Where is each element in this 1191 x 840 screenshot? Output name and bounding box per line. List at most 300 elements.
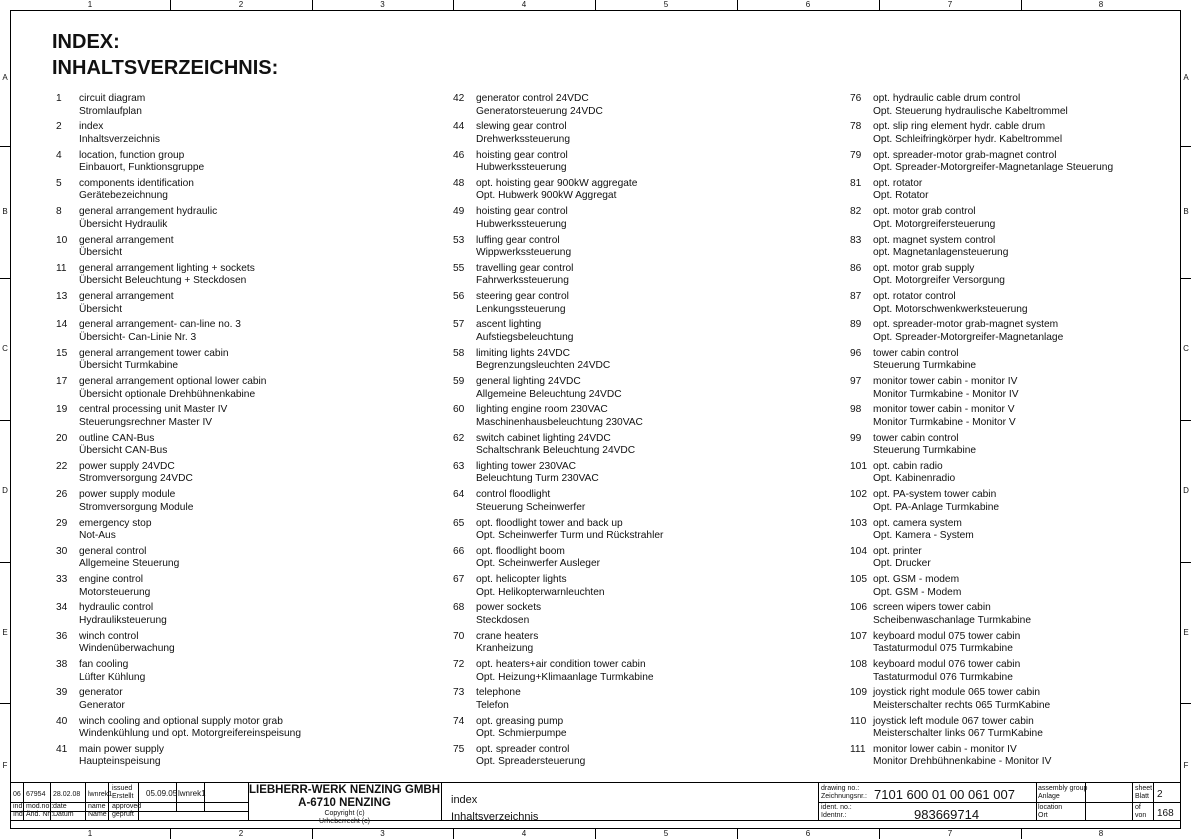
entry-title-de: Fahrwerkssteuerung bbox=[476, 275, 569, 287]
column-tick bbox=[595, 0, 596, 10]
entry-title-de: Meisterschalter links 067 TurmKabine bbox=[873, 728, 1043, 740]
location-label-en: location bbox=[1038, 804, 1063, 811]
entry-page-number: 62 bbox=[453, 432, 465, 444]
entry-title-en: location, function group bbox=[79, 149, 185, 161]
entry-page-number: 111 bbox=[850, 743, 866, 755]
entry-title-en: opt. magnet system control bbox=[873, 234, 996, 246]
entry-title-de: Steckdosen bbox=[476, 614, 530, 626]
entry-title-en: opt. spreader control bbox=[476, 743, 570, 755]
entry-title-en: general arrangement lighting + sockets bbox=[79, 262, 255, 274]
column-number-top: 6 bbox=[805, 0, 811, 9]
entry-title-de: Allgemeine Beleuchtung 24VDC bbox=[476, 388, 622, 400]
entry-title-en: components identification bbox=[79, 177, 194, 189]
entry-title-de: opt. Magnetanlagensteuerung bbox=[873, 247, 1009, 258]
entry-title-de: Steuerung Turmkabine bbox=[873, 445, 977, 457]
entry-title-de: Opt. Rotator bbox=[873, 190, 929, 202]
column-tick bbox=[595, 829, 596, 839]
entry-title-en: opt. helicopter lights bbox=[476, 574, 567, 586]
column-number-bottom: 1 bbox=[87, 829, 93, 838]
row-tick bbox=[1181, 278, 1191, 279]
entry-title-de: Begrenzungsleuchten 24VDC bbox=[476, 360, 611, 372]
date-label-de: Datum bbox=[53, 811, 74, 818]
entry-title-de: Monitor Turmkabine - Monitor V bbox=[873, 416, 1016, 428]
entry-title-de: Opt. GSM - Modem bbox=[873, 586, 962, 598]
row-letter-right: B bbox=[1183, 207, 1189, 216]
entry-title-en: general control bbox=[79, 545, 147, 557]
column-tick bbox=[312, 829, 313, 839]
entry-page-number: 66 bbox=[453, 545, 465, 557]
entry-page-number: 83 bbox=[850, 234, 862, 246]
entry-title-de: Telefon bbox=[476, 699, 509, 711]
entry-page-number: 1 bbox=[56, 93, 62, 104]
entry-title-de: Opt. Drucker bbox=[873, 558, 931, 570]
of-label-de: von bbox=[1135, 812, 1147, 819]
row-letter-left: F bbox=[2, 761, 8, 770]
document-title-en: index bbox=[451, 794, 478, 806]
row-letter-right: F bbox=[1183, 761, 1189, 770]
company-city: A-6710 NENZING bbox=[298, 797, 391, 809]
entry-title-en: power sockets bbox=[476, 602, 542, 614]
entry-page-number: 75 bbox=[453, 743, 465, 755]
entry-title-de: Opt. Scheinwerfer Ausleger bbox=[476, 558, 601, 570]
issued-name: lwnrek1 bbox=[178, 789, 206, 798]
entry-title-en: general arrangement bbox=[79, 291, 174, 303]
entry-title-en: screen wipers tower cabin bbox=[873, 602, 991, 614]
entry-title-de: Kranheizung bbox=[476, 643, 534, 655]
entry-page-number: 74 bbox=[453, 715, 465, 727]
entry-title-de: Generator bbox=[79, 699, 125, 711]
name-label-de: Name bbox=[88, 811, 107, 818]
entry-title-de: Motorsteuerung bbox=[79, 586, 151, 598]
entry-title-de: Opt. Motorgreifersteuerung bbox=[873, 218, 996, 230]
entry-title-de: Steuerung Scheinwerfer bbox=[476, 501, 586, 513]
entry-page-number: 106 bbox=[850, 602, 867, 614]
entry-title-de: Opt. Spreader-Motorgreifer-Magnetanlage bbox=[873, 331, 1064, 343]
entry-title-en: generator bbox=[79, 687, 123, 699]
entry-title-de: Stromlaufplan bbox=[79, 105, 142, 117]
entry-page-number: 103 bbox=[850, 517, 867, 529]
entry-title-en: limiting lights 24VDC bbox=[476, 347, 570, 359]
entry-title-de: Übersicht CAN-Bus bbox=[79, 445, 168, 457]
entry-page-number: 44 bbox=[453, 121, 465, 133]
entry-page-number: 58 bbox=[453, 347, 465, 359]
entry-title-en: monitor tower cabin - monitor V bbox=[873, 404, 1015, 416]
ind-label-en: ind: bbox=[13, 803, 25, 810]
sheet-number: 2 bbox=[1157, 789, 1163, 800]
column-tick bbox=[170, 829, 171, 839]
entry-title-en: hoisting gear control bbox=[476, 206, 568, 218]
entry-title-de: Übersicht bbox=[79, 247, 123, 258]
column-tick bbox=[879, 0, 880, 10]
entry-page-number: 73 bbox=[453, 687, 465, 699]
entry-page-number: 40 bbox=[56, 715, 68, 727]
location-label-de: Ort bbox=[1038, 812, 1048, 819]
entry-title-en: telephone bbox=[476, 687, 521, 699]
entry-page-number: 34 bbox=[56, 602, 68, 614]
entry-page-number: 2 bbox=[56, 121, 62, 133]
entry-page-number: 99 bbox=[850, 432, 862, 444]
entry-page-number: 26 bbox=[56, 489, 68, 501]
entry-title-de: Opt. Heizung+Klimaanlage Turmkabine bbox=[476, 671, 654, 683]
entry-page-number: 60 bbox=[453, 404, 465, 416]
entry-title-de: Stromversorgung Module bbox=[79, 501, 194, 513]
entry-title-en: keyboard modul 076 tower cabin bbox=[873, 659, 1021, 670]
entry-title-de: Stromversorgung 24VDC bbox=[79, 473, 193, 485]
entry-title-en: index bbox=[79, 121, 104, 133]
ident-no-label-de: Identnr.: bbox=[821, 812, 847, 819]
entry-page-number: 42 bbox=[453, 93, 465, 104]
entry-title-en: opt. heaters+air condition tower cabin bbox=[476, 659, 646, 670]
approved-label-en: approved bbox=[112, 803, 142, 810]
entry-page-number: 110 bbox=[850, 715, 867, 727]
sheet-label-de: Blatt bbox=[1135, 793, 1150, 800]
revision-index: 06 bbox=[13, 791, 21, 798]
entry-title-en: circuit diagram bbox=[79, 93, 146, 104]
column-number-top: 8 bbox=[1098, 0, 1104, 9]
entry-title-en: opt. PA-system tower cabin bbox=[873, 489, 997, 501]
entry-page-number: 101 bbox=[850, 460, 867, 472]
entry-page-number: 5 bbox=[56, 177, 62, 189]
entry-page-number: 63 bbox=[453, 460, 465, 472]
entry-title-en: opt. motor grab control bbox=[873, 206, 976, 218]
row-letter-left: B bbox=[2, 207, 8, 216]
mod-label-en: mod.no.: bbox=[26, 803, 54, 810]
entry-title-de: Lenkungssteuerung bbox=[476, 303, 566, 315]
entry-title-de: Monitor Turmkabine - Monitor IV bbox=[873, 388, 1019, 400]
entry-title-en: main power supply bbox=[79, 743, 164, 755]
entry-title-en: opt. floodlight tower and back up bbox=[476, 517, 623, 529]
entry-title-en: opt. cabin radio bbox=[873, 460, 943, 472]
entry-title-de: Opt. Scheinwerfer Turm und Rückstrahler bbox=[476, 530, 664, 541]
entry-title-de: Übersicht Hydraulik bbox=[79, 218, 168, 230]
entry-title-en: power supply module bbox=[79, 489, 176, 501]
entry-title-en: opt. camera system bbox=[873, 517, 962, 529]
entry-page-number: 55 bbox=[453, 262, 465, 274]
entry-title-en: lighting engine room 230VAC bbox=[476, 404, 608, 416]
entry-title-en: general arrangement bbox=[79, 234, 174, 246]
column-number-top: 1 bbox=[87, 0, 93, 9]
entry-page-number: 79 bbox=[850, 149, 862, 161]
entry-page-number: 70 bbox=[453, 630, 465, 642]
entry-title-de: Drehwerkssteuerung bbox=[476, 133, 570, 145]
entry-page-number: 15 bbox=[56, 347, 68, 359]
row-letter-right: C bbox=[1183, 344, 1189, 353]
entry-title-en: hydraulic control bbox=[79, 602, 154, 614]
drawing-number: 7101 600 01 00 061 007 bbox=[874, 787, 1015, 802]
entry-title-en: joystick right module 065 tower cabin bbox=[873, 687, 1041, 699]
entry-title-de: Opt. Kabinenradio bbox=[873, 473, 956, 485]
entry-title-de: Beleuchtung Turm 230VAC bbox=[476, 473, 599, 485]
entry-page-number: 13 bbox=[56, 291, 68, 303]
entry-title-de: Übersicht bbox=[79, 303, 123, 315]
entry-title-de: Opt. Spreadersteuerung bbox=[476, 756, 586, 768]
entry-page-number: 48 bbox=[453, 177, 465, 189]
column-number-bottom: 8 bbox=[1098, 829, 1104, 838]
entry-title-de: Windenkühlung und opt. Motorgreifereinspeisung bbox=[79, 728, 302, 740]
row-tick bbox=[0, 703, 10, 704]
column-number-bottom: 4 bbox=[521, 829, 527, 838]
entry-title-en: general arrangement optional lower cabin bbox=[79, 376, 267, 387]
entry-title-en: emergency stop bbox=[79, 517, 152, 529]
entry-title-de: Not-Aus bbox=[79, 530, 116, 541]
entry-title-en: winch control bbox=[79, 630, 139, 642]
entry-title-en: hoisting gear control bbox=[476, 149, 568, 161]
entry-page-number: 67 bbox=[453, 574, 465, 586]
drawing-no-label-en: drawing no.: bbox=[821, 785, 860, 792]
entry-page-number: 76 bbox=[850, 93, 862, 104]
row-tick bbox=[1181, 562, 1191, 563]
entry-page-number: 72 bbox=[453, 659, 465, 670]
entry-title-de: Hubwerkssteuerung bbox=[476, 162, 567, 174]
entry-title-de: Einbauort, Funktionsgruppe bbox=[79, 162, 205, 174]
entry-title-en: crane heaters bbox=[476, 630, 539, 642]
entry-page-number: 30 bbox=[56, 545, 68, 557]
entry-title-de: Generatorsteuerung 24VDC bbox=[476, 105, 603, 117]
entry-title-en: general arrangement- can-line no. 3 bbox=[79, 319, 241, 331]
entry-title-de: Maschinenhausbeleuchtung 230VAC bbox=[476, 416, 643, 428]
entry-title-de: Opt. Helikopterwarnleuchten bbox=[476, 586, 605, 598]
row-letter-right: E bbox=[1183, 627, 1189, 637]
copyright-en: Copyright (c) bbox=[324, 810, 365, 817]
entry-title-en: fan cooling bbox=[79, 659, 129, 670]
entry-title-de: Opt. PA-Anlage Turmkabine bbox=[873, 501, 1000, 513]
assembly-label-de: Anlage bbox=[1038, 793, 1060, 800]
date-label-en: date bbox=[53, 803, 67, 810]
entry-title-de: Allgemeine Steuerung bbox=[79, 558, 180, 570]
issued-label-en: issued bbox=[112, 785, 133, 792]
entry-page-number: 41 bbox=[56, 743, 68, 755]
entry-title-de: Opt. Schleifringkörper hydr. Kabeltrommel bbox=[873, 133, 1063, 145]
index-title-de: INHALTSVERZEICHNIS: bbox=[52, 57, 279, 79]
entry-page-number: 10 bbox=[56, 234, 68, 246]
entry-title-en: opt. hydraulic cable drum control bbox=[873, 93, 1021, 104]
entry-title-de: Tastaturmodul 076 Turmkabine bbox=[873, 671, 1013, 683]
entry-page-number: 87 bbox=[850, 291, 862, 303]
entry-page-number: 56 bbox=[453, 291, 465, 303]
entry-page-number: 57 bbox=[453, 319, 465, 331]
entry-page-number: 59 bbox=[453, 376, 465, 387]
entry-page-number: 17 bbox=[56, 376, 68, 387]
entry-title-de: Opt. Schmierpumpe bbox=[476, 728, 567, 740]
entry-page-number: 20 bbox=[56, 432, 68, 444]
entry-title-en: control floodlight bbox=[476, 489, 551, 501]
column-tick bbox=[453, 829, 454, 839]
approved-label-de: geprüft bbox=[112, 811, 134, 818]
entry-page-number: 36 bbox=[56, 630, 68, 642]
row-letter-left: E bbox=[2, 627, 8, 637]
entry-title-de: Haupteinspeisung bbox=[79, 756, 161, 768]
entry-title-en: central processing unit Master IV bbox=[79, 404, 228, 416]
entry-title-en: ascent lighting bbox=[476, 319, 542, 331]
entry-page-number: 98 bbox=[850, 404, 862, 416]
entry-page-number: 65 bbox=[453, 517, 465, 529]
entry-title-en: tower cabin control bbox=[873, 347, 959, 359]
column-number-top: 5 bbox=[663, 0, 669, 9]
entry-page-number: 53 bbox=[453, 234, 465, 246]
entry-title-en: power supply 24VDC bbox=[79, 460, 175, 472]
row-tick bbox=[0, 146, 10, 147]
column-tick bbox=[879, 829, 880, 839]
total-sheets: 168 bbox=[1157, 808, 1174, 819]
column-number-bottom: 3 bbox=[380, 829, 385, 838]
column-number-bottom: 5 bbox=[663, 829, 669, 838]
entry-title-en: opt. slip ring element hydr. cable drum bbox=[873, 121, 1046, 133]
entry-title-de: Steuerungsrechner Master IV bbox=[79, 416, 213, 428]
entry-title-de: Übersicht Turmkabine bbox=[79, 360, 179, 372]
entry-title-en: travelling gear control bbox=[476, 262, 574, 274]
entry-title-en: general lighting 24VDC bbox=[476, 376, 581, 387]
mod-label-de: Änd. Nr.: bbox=[26, 811, 54, 818]
entry-page-number: 86 bbox=[850, 262, 862, 274]
entry-title-en: general arrangement tower cabin bbox=[79, 347, 229, 359]
row-letter-left: C bbox=[2, 344, 8, 353]
entry-title-en: steering gear control bbox=[476, 291, 569, 303]
entry-title-de: Wippwerkssteuerung bbox=[476, 247, 572, 258]
entry-title-de: Opt. Spreader-Motorgreifer-Magnetanlage Steuerung bbox=[873, 162, 1114, 174]
entry-page-number: 68 bbox=[453, 602, 465, 614]
index-title-en: INDEX: bbox=[52, 31, 120, 53]
modification-name: lwnrek1 bbox=[88, 791, 113, 798]
entry-title-en: opt. spreader-motor grab-magnet system bbox=[873, 319, 1059, 331]
entry-page-number: 29 bbox=[56, 517, 68, 529]
entry-title-en: opt. greasing pump bbox=[476, 715, 564, 727]
entry-title-de: Opt. Kamera - System bbox=[873, 530, 974, 541]
entry-title-en: engine control bbox=[79, 574, 144, 586]
row-tick bbox=[0, 420, 10, 421]
entry-title-en: tower cabin control bbox=[873, 432, 959, 444]
name-label-en: name bbox=[88, 803, 106, 810]
column-number-bottom: 2 bbox=[238, 829, 244, 838]
company-name: LIEBHERR-WERK NENZING GMBH bbox=[248, 784, 441, 796]
entry-title-de: Monitor Drehbühnenkabine - Monitor IV bbox=[873, 756, 1052, 768]
entry-title-de: Meisterschalter rechts 065 TurmKabine bbox=[873, 699, 1051, 711]
entry-page-number: 107 bbox=[850, 630, 867, 642]
column-number-bottom: 6 bbox=[805, 829, 811, 838]
entry-page-number: 89 bbox=[850, 319, 862, 331]
column-tick bbox=[453, 0, 454, 10]
entry-page-number: 81 bbox=[850, 177, 862, 189]
of-label-en: of bbox=[1135, 804, 1141, 811]
ind-label-de: Ind: bbox=[13, 811, 25, 818]
issued-date: 05.09.05 bbox=[146, 789, 178, 798]
entry-title-de: Steuerung Turmkabine bbox=[873, 360, 977, 372]
entry-title-en: monitor lower cabin - monitor IV bbox=[873, 743, 1017, 755]
entry-page-number: 82 bbox=[850, 206, 862, 218]
sheet-label-en: sheet bbox=[1135, 785, 1153, 792]
row-letter-left: D bbox=[2, 486, 8, 495]
entry-title-de: Aufstiegsbeleuchtung bbox=[476, 331, 574, 343]
ident-no-label-en: ident. no.: bbox=[821, 804, 852, 811]
entry-title-de: Übersicht Beleuchtung + Steckdosen bbox=[79, 275, 247, 287]
entry-title-en: joystick left module 067 tower cabin bbox=[873, 715, 1034, 727]
copyright-de: Urheberrecht (c) bbox=[319, 818, 370, 825]
entry-title-en: slewing gear control bbox=[476, 121, 567, 133]
column-number-bottom: 7 bbox=[947, 829, 953, 838]
entry-page-number: 108 bbox=[850, 659, 867, 670]
column-tick bbox=[170, 0, 171, 10]
entry-page-number: 19 bbox=[56, 404, 68, 416]
entry-title-en: opt. motor grab supply bbox=[873, 262, 975, 274]
entry-page-number: 39 bbox=[56, 687, 68, 699]
entry-title-de: Lüfter Kühlung bbox=[79, 671, 146, 683]
modification-date: 28.02.08 bbox=[53, 791, 81, 798]
entry-title-de: Inhaltsverzeichnis bbox=[79, 133, 160, 145]
entry-title-en: winch cooling and optional supply motor grab bbox=[79, 715, 283, 727]
entry-title-de: Opt. Motorgreifer Versorgung bbox=[873, 275, 1005, 287]
entry-title-en: opt. printer bbox=[873, 545, 922, 557]
entry-title-en: opt. rotator bbox=[873, 177, 923, 189]
entry-page-number: 109 bbox=[850, 687, 867, 699]
entry-title-de: Tastaturmodul 075 Turmkabine bbox=[873, 643, 1013, 655]
column-tick bbox=[1021, 0, 1022, 10]
entry-page-number: 78 bbox=[850, 121, 862, 133]
entry-title-de: Schaltschrank Beleuchtung 24VDC bbox=[476, 445, 636, 457]
entry-title-en: monitor tower cabin - monitor IV bbox=[873, 376, 1018, 387]
entry-page-number: 64 bbox=[453, 489, 465, 501]
entry-title-en: general arrangement hydraulic bbox=[79, 206, 218, 218]
entry-page-number: 11 bbox=[56, 262, 67, 274]
row-letter-right: A bbox=[1183, 73, 1189, 82]
entry-page-number: 22 bbox=[56, 460, 68, 472]
column-number-top: 3 bbox=[380, 0, 385, 9]
entry-title-de: Opt. Steuerung hydraulische Kabeltrommel bbox=[873, 105, 1068, 117]
entry-title-de: Windenüberwachung bbox=[79, 643, 175, 655]
entry-title-de: Opt. Hubwerk 900kW Aggregat bbox=[476, 190, 617, 202]
entry-page-number: 96 bbox=[850, 347, 862, 359]
title-block bbox=[10, 782, 1181, 830]
entry-title-en: lighting tower 230VAC bbox=[476, 460, 577, 472]
entry-page-number: 49 bbox=[453, 206, 465, 218]
document-title-de: Inhaltsverzeichnis bbox=[451, 811, 539, 823]
issued-label-de: Erstellt bbox=[112, 793, 134, 800]
row-tick bbox=[0, 562, 10, 563]
column-number-top: 7 bbox=[947, 0, 953, 9]
column-tick bbox=[1021, 829, 1022, 839]
entry-title-en: outline CAN-Bus bbox=[79, 432, 155, 444]
entry-title-de: Scheibenwaschanlage Turmkabine bbox=[873, 614, 1032, 626]
column-number-top: 2 bbox=[238, 0, 244, 9]
entry-title-de: Gerätebezeichnung bbox=[79, 190, 168, 202]
column-tick bbox=[312, 0, 313, 10]
entry-page-number: 14 bbox=[56, 319, 68, 331]
entry-page-number: 104 bbox=[850, 545, 867, 557]
entry-title-de: Übersicht- Can-Linie Nr. 3 bbox=[79, 331, 197, 343]
entry-page-number: 97 bbox=[850, 376, 862, 387]
entry-title-en: opt. spreader-motor grab-magnet control bbox=[873, 149, 1057, 161]
ident-number: 983669714 bbox=[914, 807, 980, 822]
column-tick bbox=[737, 0, 738, 10]
row-letter-left: A bbox=[2, 73, 8, 82]
entry-page-number: 4 bbox=[56, 149, 62, 161]
entry-title-de: Opt. Motorschwenkwerksteuerung bbox=[873, 303, 1028, 315]
entry-title-en: opt. rotator control bbox=[873, 291, 956, 303]
entry-title-de: Hydrauliksteuerung bbox=[79, 614, 167, 626]
column-tick bbox=[737, 829, 738, 839]
entry-title-de: Übersicht optionale Drehbühnenkabine bbox=[79, 388, 256, 400]
row-letter-right: D bbox=[1183, 486, 1189, 495]
row-tick bbox=[1181, 146, 1191, 147]
row-tick bbox=[1181, 703, 1191, 704]
entry-title-de: Hubwerkssteuerung bbox=[476, 218, 567, 230]
entry-title-en: opt. hoisting gear 900kW aggregate bbox=[476, 177, 638, 189]
column-number-top: 4 bbox=[521, 0, 527, 9]
entry-page-number: 46 bbox=[453, 149, 465, 161]
entry-title-en: luffing gear control bbox=[476, 234, 560, 246]
entry-title-en: switch cabinet lighting 24VDC bbox=[476, 432, 611, 444]
row-tick bbox=[1181, 420, 1191, 421]
drawing-no-label-de: Zeichnungsnr.: bbox=[821, 793, 867, 800]
entry-page-number: 8 bbox=[56, 206, 62, 218]
